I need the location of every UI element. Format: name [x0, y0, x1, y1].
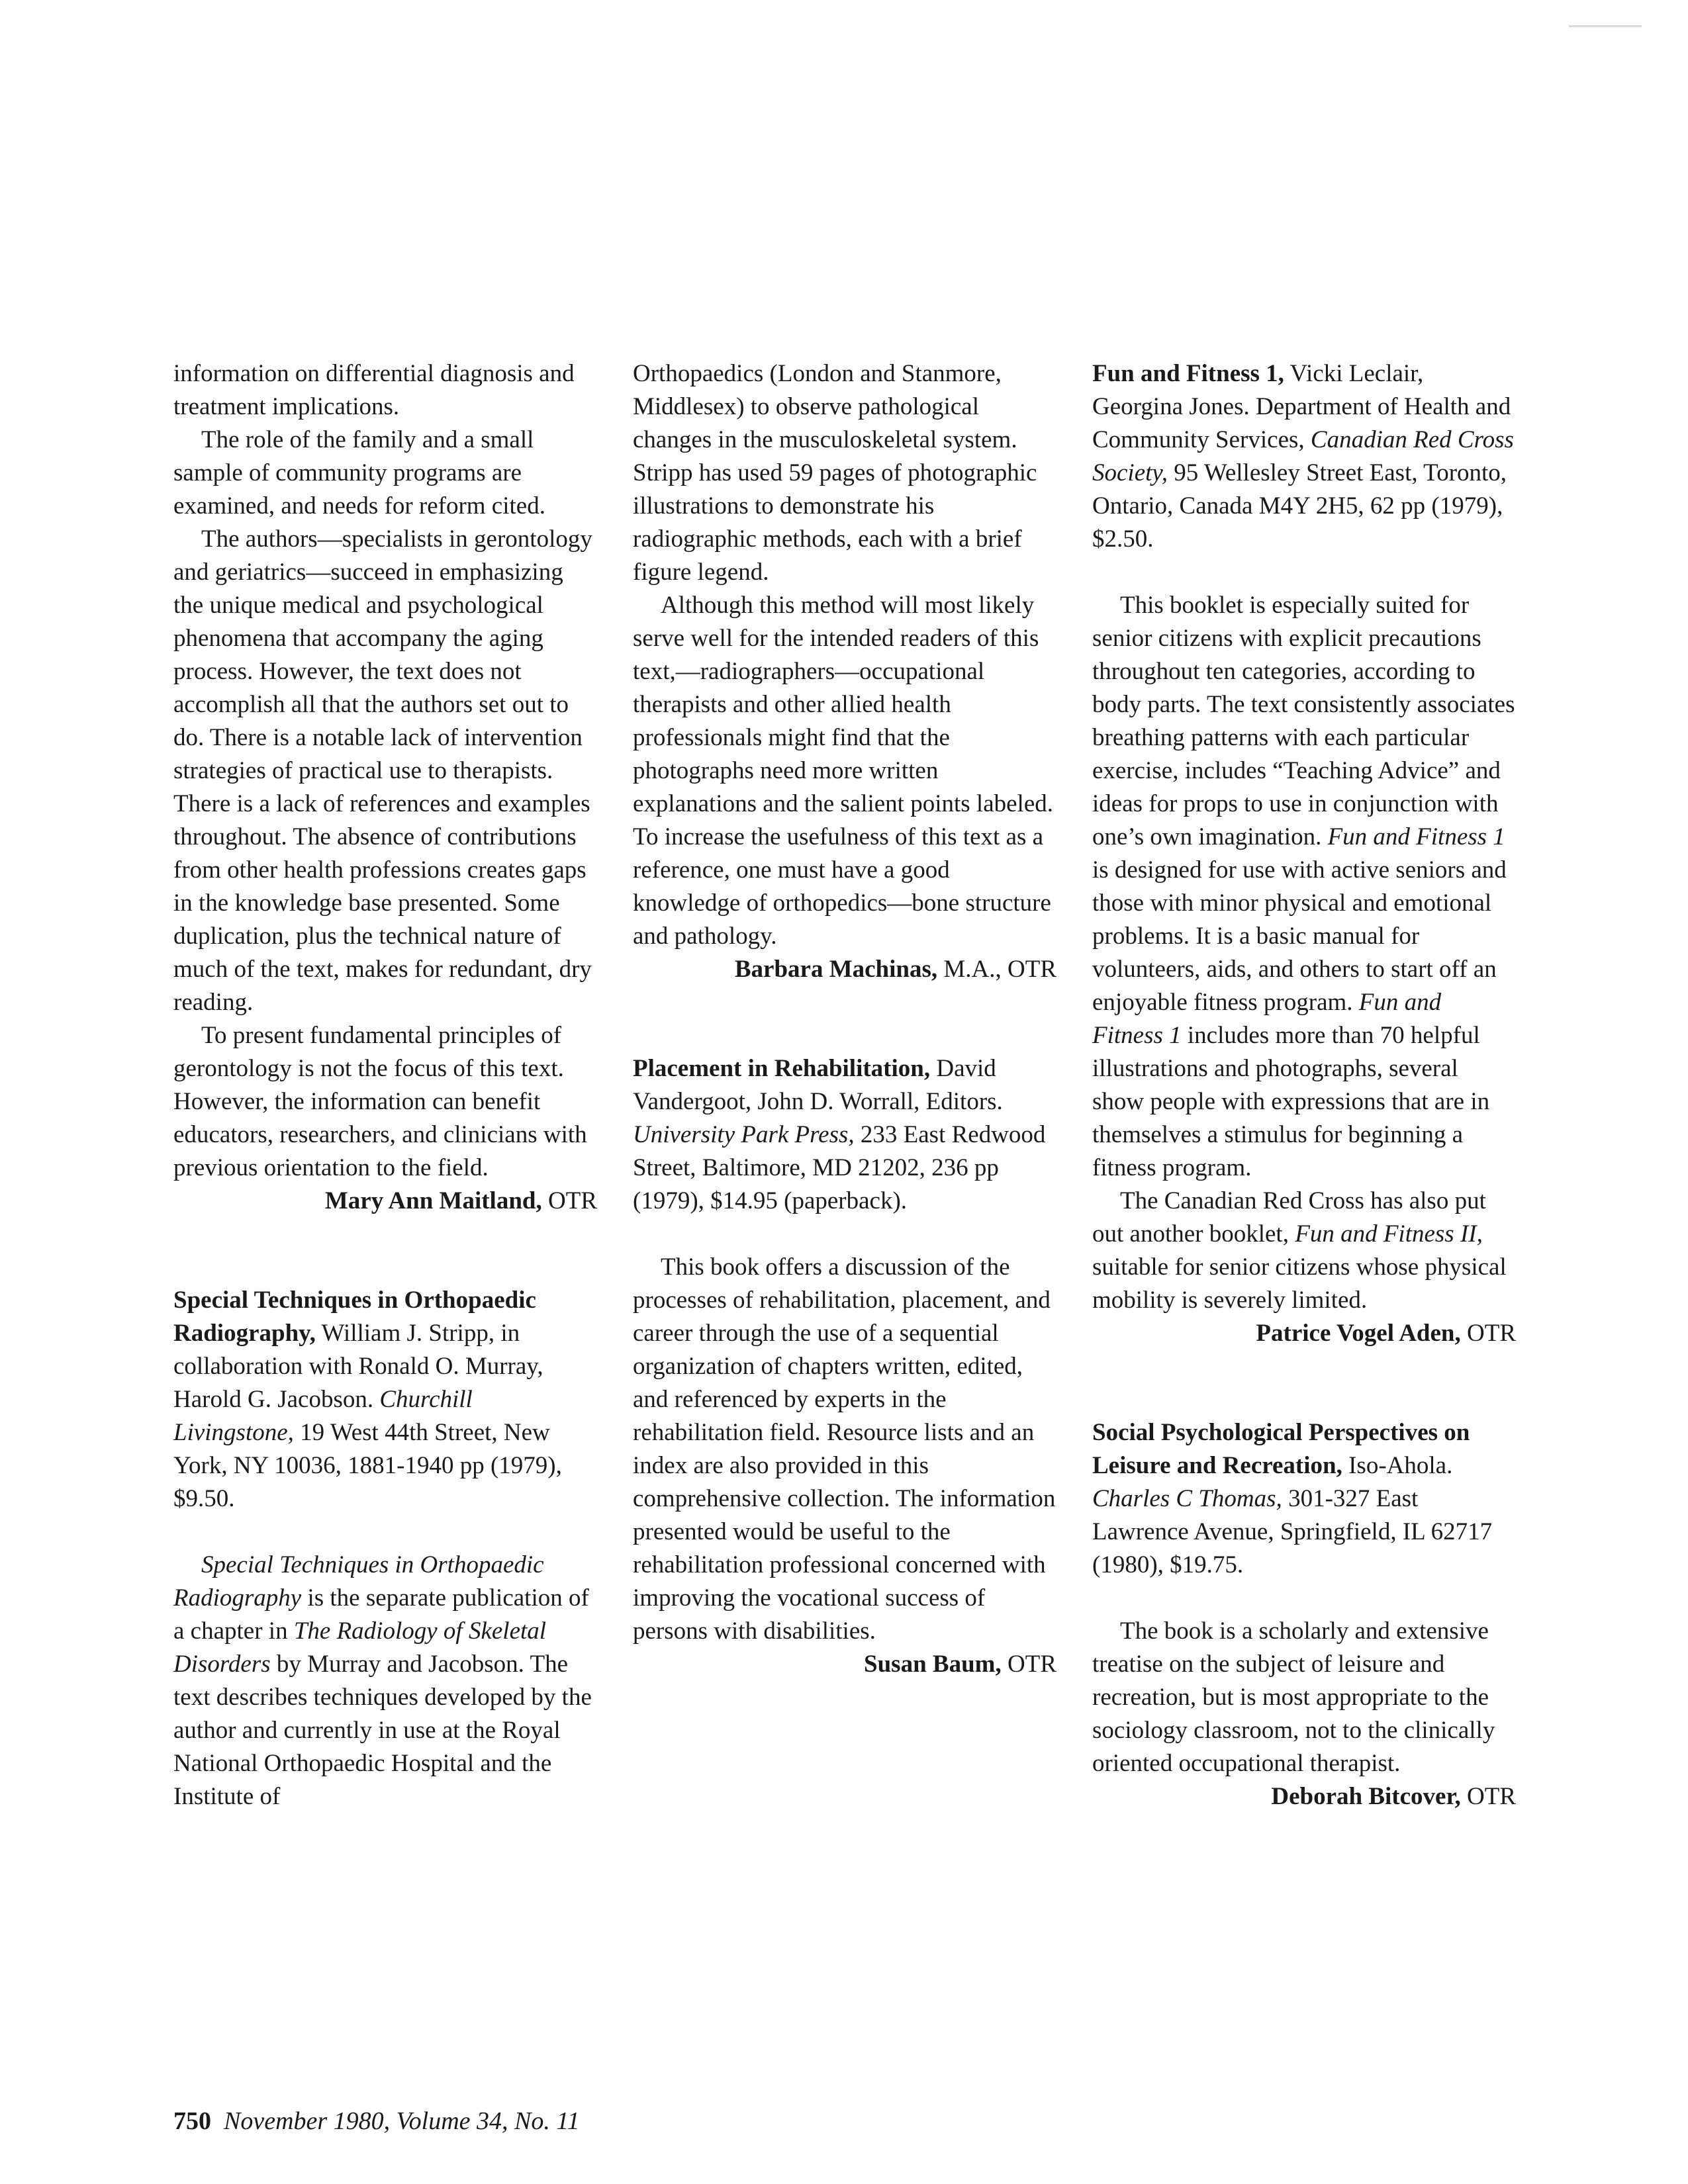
book-title: Special Techniques in Orthopaedic Radiography,: [173, 1287, 536, 1347]
reviewer-signature: Susan Baum, OTR: [864, 1651, 1056, 1678]
paragraph: To present fundamental principles of gerontology is not the focus of this text. However, the information can benefit educators, researchers, and clinicians with previous orientation to the field.: [173, 1022, 587, 1181]
scan-mark: [1569, 25, 1642, 27]
paragraph: The role of the family and a small sample of community programs are examined, and needs for reform cited.: [173, 426, 545, 520]
paragraph: The Canadian Red Cross has also put out another booklet, Fun and Fitness II, suitable for senior citizens whose physical mobility is severely limited.: [1092, 1187, 1507, 1314]
paragraph: Orthopaedics (London and Stanmore, Middlesex) to observe pathological changes in the musculoskeletal system. Stripp has used 59 pages of photographic illustrations to demonstrate his radiographic methods, each with a brief figure legend.: [633, 360, 1037, 586]
column-1: [173, 357, 597, 1813]
page-footer: [173, 2105, 580, 2138]
review-citation: Social Psychological Perspectives on Leisure and Recreation, Iso-Ahola. Charles C Thomas, 301-327 East Lawrence Avenue, Springfield, IL 62717 (1980), $19.75.: [1092, 1419, 1493, 1578]
column-2: [633, 357, 1056, 1681]
reviewer-signature: Barbara Machinas, M.A., OTR: [734, 956, 1056, 983]
review-citation: Special Techniques in Orthopaedic Radiography, William J. Stripp, in collaboration with Ronald O. Murray, Harold G. Jacobson. Churchill Livingstone, 19 West 44th Street, New York, NY 10036, 1881-1940 pp (1979), $9.50.: [173, 1287, 562, 1512]
review-citation: Fun and Fitness 1, Vicki Leclair, Georgina Jones. Department of Health and Community Services, Canadian Red Cross Society, 95 Wellesley Street East, Toronto, Ontario, Canada M4Y 2H5, 62 pp (1979), $2.50.: [1092, 360, 1514, 553]
book-title: Placement in Rehabilitation,: [633, 1055, 931, 1082]
reviewer-signature: Deborah Bitcover, OTR: [1271, 1783, 1516, 1810]
column-3: [1092, 357, 1516, 1813]
paragraph: The authors—specialists in gerontology and geriatrics—succeed in emphasizing the unique medical and psychological phenomena that accompany the aging process. However, the text does not accomplish all that the authors set out to do. There is a notable lack of intervention strategies of practical use to therapists. There is a lack of references and examples throughout. The absence of contributions from other health professions creates gaps in the knowledge base presented. Some duplication, plus the technical nature of much of the text, makes for redundant, dry reading.: [173, 525, 592, 1016]
issue-info: November 1980, Volume 34, No. 11: [224, 2107, 580, 2135]
review-citation: Placement in Rehabilitation, David Vandergoot, John D. Worrall, Editors. University Park Press, 233 East Redwood Street, Baltimore, MD 21202, 236 pp (1979), $14.95 (paperback).: [633, 1055, 1046, 1214]
review-body: This book offers a discussion of the processes of rehabilitation, placement, and career through the use of a sequential organization of chapters written, edited, and referenced by experts in the rehabilitation field. Resource lists and an index are also provided in this comprehensive collection. The information presented would be useful to the rehabilitation professional concerned with improving the vocational success of persons with disabilities.: [633, 1253, 1056, 1645]
paragraph: information on differential diagnosis and treatment implications.: [173, 360, 575, 420]
page-number: 750: [173, 2107, 211, 2135]
reviewer-signature: Mary Ann Maitland, OTR: [324, 1187, 597, 1214]
review-body: Special Techniques in Orthopaedic Radiography is the separate publication of a chapter in The Radiology of Skeletal Disorders by Murray and Jacobson. The text describes techniques developed by the author and currently in use at the Royal National Orthopaedic Hospital and the Institute of: [173, 1551, 592, 1810]
book-title: Social Psychological Perspectives on Leisure and Recreation,: [1092, 1419, 1470, 1479]
reviewer-signature: Patrice Vogel Aden, OTR: [1256, 1320, 1516, 1347]
book-title: Fun and Fitness 1,: [1092, 360, 1284, 387]
review-body: The book is a scholarly and extensive treatise on the subject of leisure and recreation, but is most appropriate to the sociology classroom, not to the clinically oriented occupational therapist.: [1092, 1617, 1495, 1777]
review-body: This booklet is especially suited for senior citizens with explicit precautions throughout ten categories, according to body parts. The text consistently associates breathing patterns with each particular exercise, includes “Teaching Advice” and ideas for props to use in conjunction with one’s own imagination. Fun and Fitness 1 is designed for use with active seniors and those with minor physical and emotional problems. It is a basic manual for volunteers, aids, and others to start off an enjoyable fitness program. Fun and Fitness 1 includes more than 70 helpful illustrations and photographs, several show people with expressions that are in themselves a stimulus for beginning a fitness program.: [1092, 592, 1515, 1181]
paragraph: Although this method will most likely serve well for the intended readers of this text,—radiographers—occupational therapists and other allied health professionals might find that the photographs need more written explanations and the salient points labeled. To increase the usefulness of this text as a reference, one must have a good knowledge of orthopedics—bone structure and pathology.: [633, 592, 1053, 950]
